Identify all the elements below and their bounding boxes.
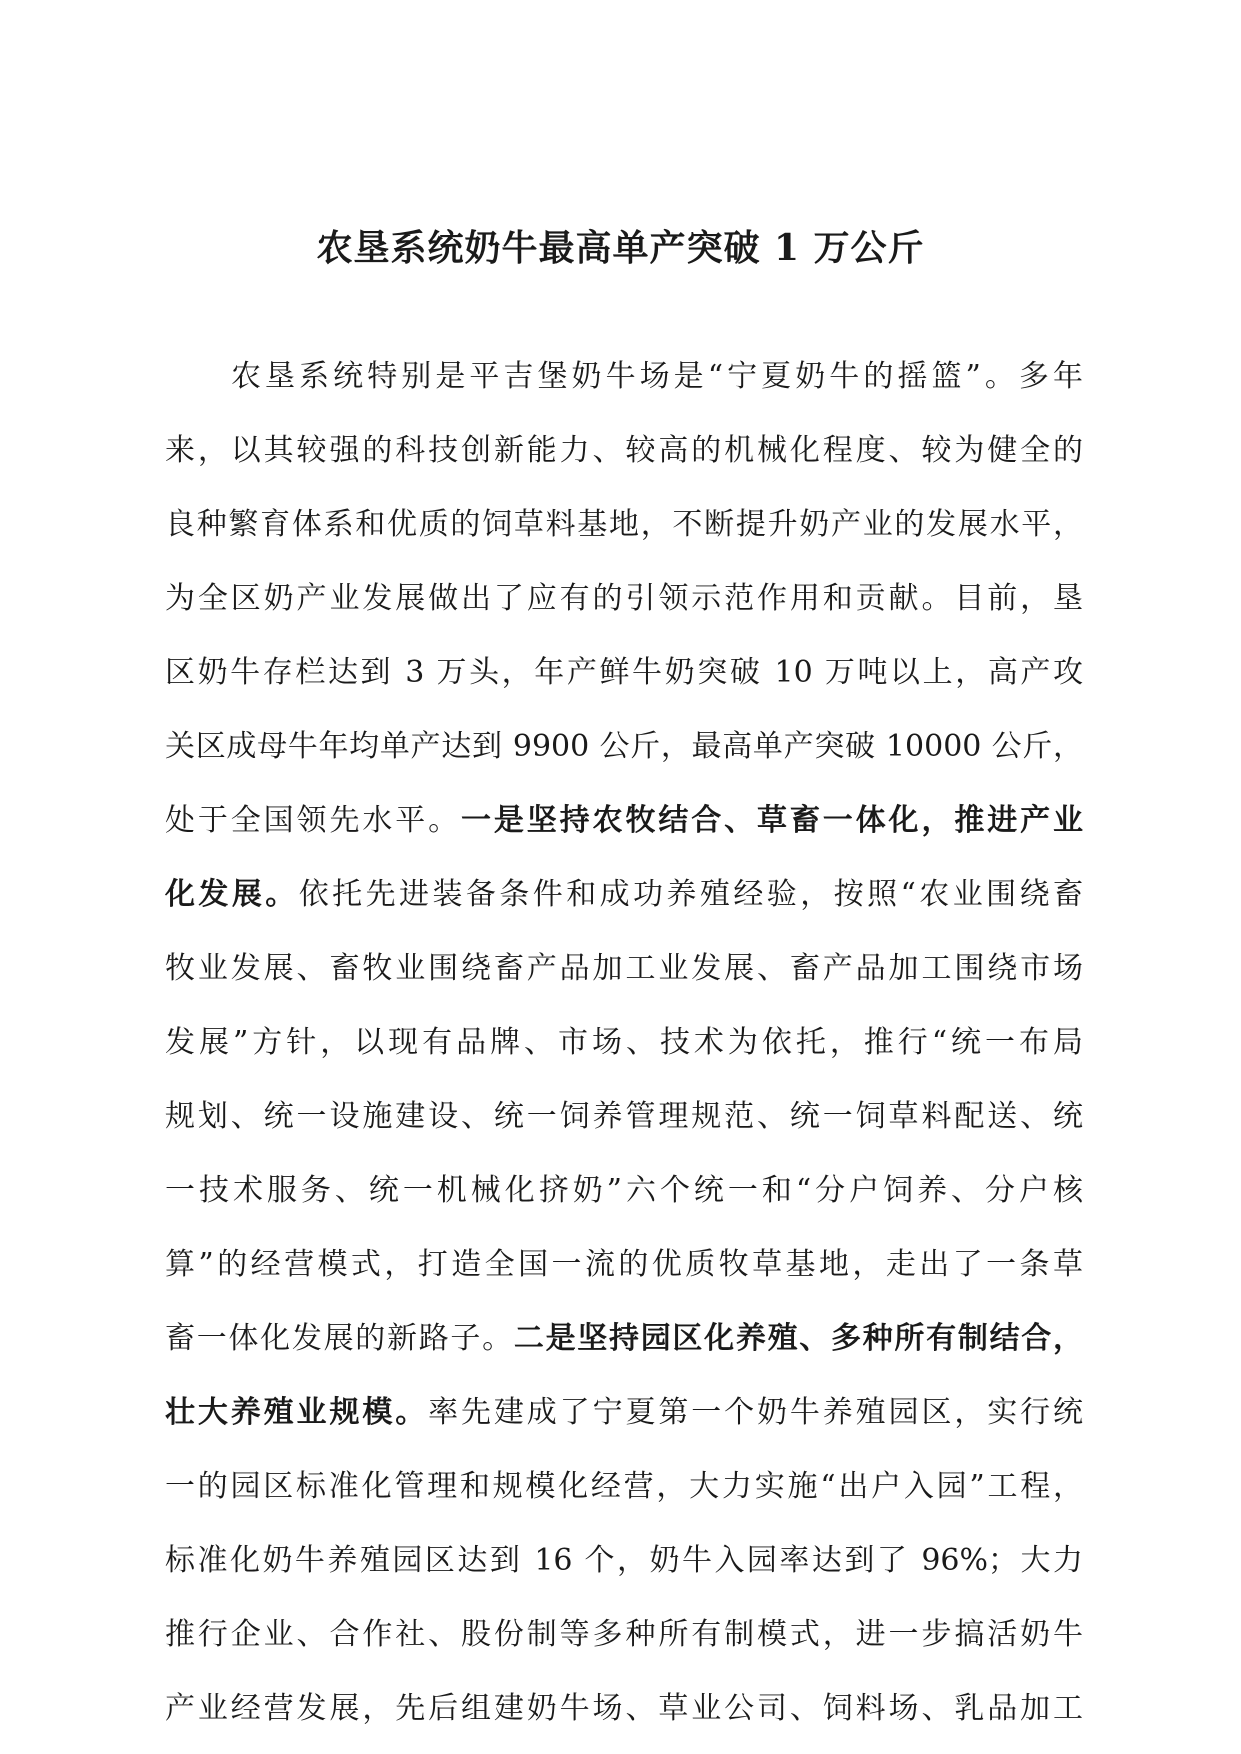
text-line — [165, 1302, 1083, 1376]
text-segment: 率先建成了宁夏第一个奶牛养殖园区，实行统 — [428, 1395, 1083, 1430]
text-segment: 为全区奶产业发展做出了应有的引领示范作用和贡献。目前，垦 — [165, 581, 1083, 616]
text-line — [165, 340, 1083, 414]
text-segment: 标准化奶牛养殖园区达到 16 个，奶牛入园率达到了 96%；大力 — [165, 1543, 1083, 1578]
text-segment: 处于全国领先水平。 — [165, 803, 461, 838]
text-segment: 规划、统一设施建设、统一饲养管理规范、统一饲草料配送、统 — [165, 1099, 1083, 1134]
text-segment: 关区成母牛年均单产达到 9900 公斤，最高单产突破 10000 公斤， — [165, 729, 1083, 764]
text-line — [165, 710, 1083, 784]
text-segment: 产业经营发展，先后组建奶牛场、草业公司、饲料场、乳品加工 — [165, 1691, 1083, 1726]
document-title: 农垦系统奶牛最高单产突破 1 万公斤 — [316, 227, 925, 269]
text-line — [165, 1598, 1083, 1672]
text-line — [165, 1006, 1083, 1080]
document-body — [165, 340, 1083, 1746]
text-segment: 畜一体化发展的新路子。 — [165, 1321, 514, 1356]
text-line — [165, 784, 1083, 858]
bold-text-segment: 化发展。 — [165, 877, 299, 912]
text-line — [165, 488, 1083, 562]
text-line — [165, 1080, 1083, 1154]
text-line — [165, 858, 1083, 932]
text-line — [165, 1228, 1083, 1302]
text-segment: 牧业发展、畜牧业围绕畜产品加工业发展、畜产品加工围绕市场 — [165, 951, 1083, 986]
text-segment: 来，以其较强的科技创新能力、较高的机械化程度、较为健全的 — [165, 433, 1083, 468]
text-line — [165, 1376, 1083, 1450]
text-segment: 农垦系统特别是平吉堡奶牛场是“宁夏奶牛的摇篮”。多年 — [231, 359, 1083, 394]
text-line — [165, 414, 1083, 488]
text-segment: 发展”方针，以现有品牌、市场、技术为依托，推行“统一布局 — [165, 1025, 1083, 1060]
text-line — [165, 636, 1083, 710]
bold-text-segment: 一是坚持农牧结合、草畜一体化，推进产业 — [461, 803, 1083, 838]
text-line — [165, 1672, 1083, 1746]
text-line — [165, 932, 1083, 1006]
text-segment: 良种繁育体系和优质的饲草料基地，不断提升奶产业的发展水平， — [165, 507, 1083, 542]
text-line — [165, 1524, 1083, 1598]
text-line — [165, 1154, 1083, 1228]
text-segment: 区奶牛存栏达到 3 万头，年产鲜牛奶突破 10 万吨以上，高产攻 — [165, 655, 1083, 690]
text-segment: 依托先进装备条件和成功养殖经验，按照“农业围绕畜 — [298, 877, 1083, 912]
text-line — [165, 562, 1083, 636]
text-segment: 一的园区标准化管理和规模化经营，大力实施“出户入园”工程， — [165, 1469, 1083, 1504]
bold-text-segment: 壮大养殖业规模。 — [165, 1395, 429, 1430]
text-segment: 算”的经营模式，打造全国一流的优质牧草基地，走出了一条草 — [165, 1247, 1083, 1282]
text-line — [165, 1450, 1083, 1524]
text-segment: 一技术服务、统一机械化挤奶”六个统一和“分户饲养、分户核 — [165, 1173, 1083, 1208]
bold-text-segment: 二是坚持园区化养殖、多种所有制结合， — [513, 1321, 1083, 1356]
text-segment: 推行企业、合作社、股份制等多种所有制模式，进一步搞活奶牛 — [165, 1617, 1083, 1652]
